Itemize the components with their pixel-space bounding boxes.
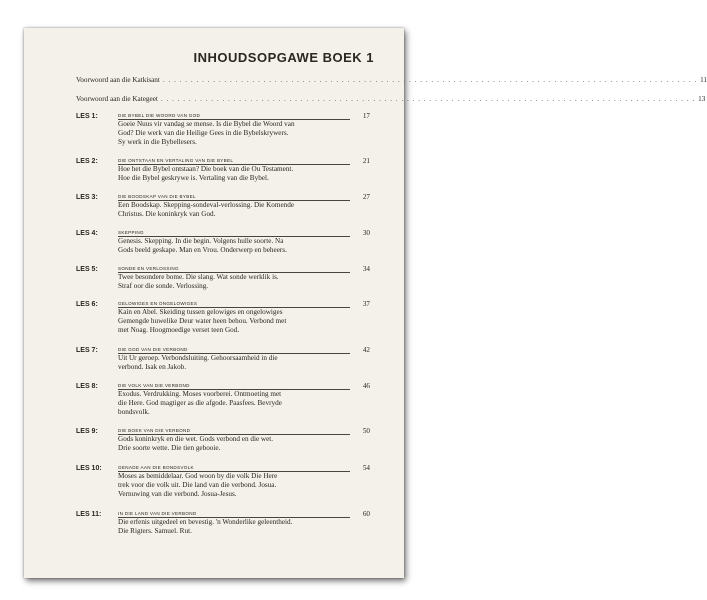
- lesson-number: LES 8:: [76, 383, 98, 390]
- lesson-line: Gods beeld geskape. Man en Vrou. Onderwerp en beheers.: [118, 246, 287, 255]
- lesson-line: Gods koninkryk en die wet. Gods verbond en die wet.: [118, 435, 274, 443]
- lesson-description: [118, 273, 366, 291]
- lesson-line: Straf oor die sonde. Verlossing.: [118, 282, 209, 291]
- lesson-line: die Here. God magtiger as die afgode. Paasfees. Bevryde: [118, 399, 282, 408]
- lesson-title: SONDE EN VERLOSSING: [118, 265, 350, 273]
- lesson-description: [118, 435, 366, 453]
- lesson-line: met Noag. Hoogmoedige verset teen God.: [118, 326, 240, 335]
- lesson-description: [118, 390, 366, 418]
- lesson-description: [118, 120, 366, 148]
- lesson-description: [118, 201, 366, 219]
- lesson-number: LES 3:: [76, 194, 98, 201]
- lesson-line: Hoe het die Bybel ontstaan? Die boek van die Ou Testament.: [118, 165, 294, 173]
- lesson-title: GELOWIGES EN ONGELOWIGES: [118, 300, 350, 308]
- lesson-line: Christus. Die koninkryk van God.: [118, 210, 216, 219]
- lesson-description: [118, 308, 366, 336]
- lesson-line: Kain en Abel. Skeiding tussen gelowiges en ongelowiges: [118, 308, 283, 316]
- lesson-title: DIE BYBEL DIE WOORD VAN GOD: [118, 112, 350, 120]
- lesson-number: LES 10:: [76, 465, 102, 472]
- lesson-title: DIE VOLK VAN DIE VERBOND: [118, 382, 350, 390]
- lesson-line: Drie soorte wette. Die tien gebooie.: [118, 444, 221, 453]
- lesson-line: bondsvolk.: [118, 408, 150, 417]
- lesson-title: DIE ONTSTAAN EN VERTALING VAN DIE BYBEL: [118, 157, 350, 165]
- lesson-line: Goeie Nuus vir vandag se mense. Is die Bybel die Woord van: [118, 120, 295, 128]
- lesson-number: LES 7:: [76, 347, 98, 354]
- lesson-number: LES 6:: [76, 301, 98, 308]
- lesson-page: 17: [362, 112, 370, 120]
- lesson-page: 46: [362, 382, 370, 390]
- lesson-description: [118, 165, 366, 183]
- lesson-page: 42: [362, 346, 370, 354]
- foreword-entry: [76, 95, 706, 104]
- foreword-entry: [76, 76, 707, 85]
- lesson-number: LES 1:: [76, 113, 98, 120]
- leader-dots: . . . . . . . . . . . . . . . . . . . . . . . . . . . . . . . . . . . . . . . . . . . . . . . . . . . . . . . . . . . . . . . . . . . . . . . . . . . . . . . . . . . . . . . . . . . . . . . .: [160, 95, 696, 103]
- lesson-number: LES 11:: [76, 511, 102, 518]
- lesson-description: [118, 237, 366, 255]
- foreword-label: Voorwoord aan die Kategeet: [76, 95, 158, 103]
- lesson-title: DIE GOD VAN DIE VERBOND: [118, 346, 350, 354]
- lesson-description: [118, 518, 366, 536]
- lesson-description: [118, 354, 366, 372]
- lesson-page: 34: [362, 265, 370, 273]
- lesson-line: Vernuwing van die verbond. Josua-Jesus.: [118, 490, 237, 499]
- lesson-line: Genesis. Skepping. In die begin. Volgens hulle soorte. Na: [118, 237, 284, 245]
- lesson-title: SKEPPING: [118, 229, 350, 237]
- lesson-line: Exodus. Verdrukking. Moses voorberei. Ontmoeting met: [118, 390, 282, 398]
- lesson-page: 27: [362, 193, 370, 201]
- lesson-line: trek voor die volk uit. Die land van die verbond. Josua.: [118, 481, 277, 490]
- page-title: INHOUDSOPGAWE BOEK 1: [193, 50, 374, 65]
- lesson-line: verbond. Isak en Jakob.: [118, 363, 187, 372]
- lesson-page: 21: [362, 157, 370, 165]
- lesson-line: Sy werk in die Bybellesers.: [118, 138, 197, 147]
- lesson-title: GENADE AAN DIE BONDSVOLK: [118, 464, 350, 472]
- lesson-description: [118, 472, 366, 500]
- lesson-number: LES 4:: [76, 230, 98, 237]
- lesson-line: Uit Ur geroep. Verbondsluiting. Gehoorsaamheid in die: [118, 354, 278, 362]
- foreword-label: Voorwoord aan die Katkisant: [76, 76, 160, 84]
- lesson-title: DIE BOEK VAN DIE VERBOND: [118, 427, 350, 435]
- lesson-number: LES 9:: [76, 428, 98, 435]
- book-page: [24, 28, 707, 578]
- lesson-page: 54: [362, 464, 370, 472]
- lesson-page: 50: [362, 427, 370, 435]
- lesson-page: 60: [362, 510, 370, 518]
- lesson-line: Twee besondere bome. Die slang. Wat sonde werklik is.: [118, 273, 279, 281]
- lesson-line: God? Die werk van die Heilige Gees in die Bybelskrywers.: [118, 129, 289, 138]
- lesson-line: Die Rigters. Samuel. Rut.: [118, 527, 192, 536]
- foreword-page: 13: [698, 95, 706, 103]
- lesson-page: 37: [362, 300, 370, 308]
- lesson-title: IN DIE LAND VAN DIE VERBOND: [118, 510, 350, 518]
- lesson-line: Gemengde huwelike Deur water heen behou. Verbond met: [118, 317, 287, 326]
- lesson-line: Een Boodskap. Skepping-sondeval-verlossing. Die Komende: [118, 201, 295, 209]
- lesson-line: Moses as bemiddelaar. God woon by die volk Die Here: [118, 472, 278, 480]
- lesson-line: Hoe die Bybel geskrywe is. Vertaling van die Bybel.: [118, 174, 269, 183]
- lesson-title: DIE BOODSKAP VAN DIE BYBEL: [118, 193, 350, 201]
- lesson-line: Die erfenis uitgedeel en bevestig. 'n Wonderlike geleentheid.: [118, 518, 293, 526]
- foreword-page: 11: [700, 76, 707, 84]
- lesson-number: LES 5:: [76, 266, 98, 273]
- lesson-number: LES 2:: [76, 158, 98, 165]
- leader-dots: . . . . . . . . . . . . . . . . . . . . . . . . . . . . . . . . . . . . . . . . . . . . . . . . . . . . . . . . . . . . . . . . . . . . . . . . . . . . . . . . . . . . . . . . . . . . . . . .: [162, 76, 698, 84]
- lesson-page: 30: [362, 229, 370, 237]
